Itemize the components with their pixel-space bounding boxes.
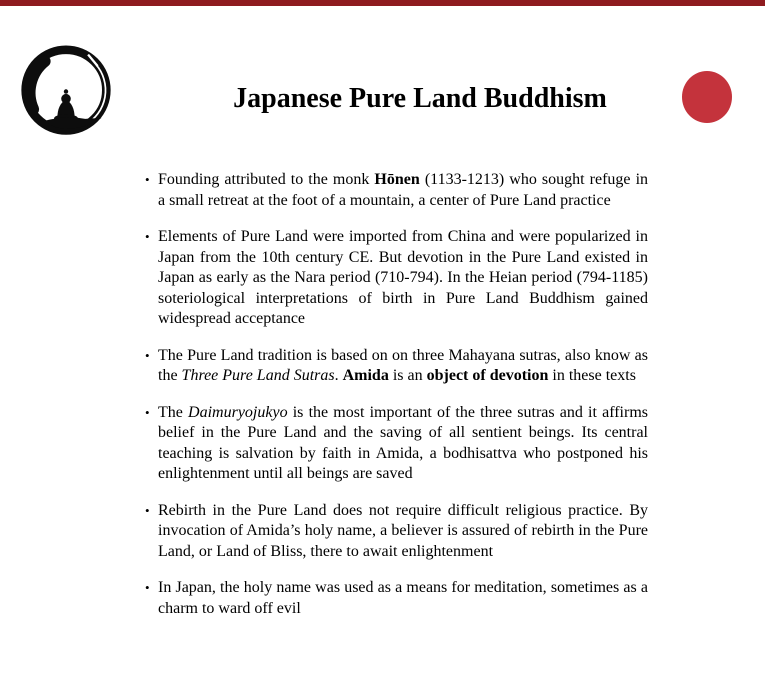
bullet-text-segment: . <box>334 367 343 384</box>
bullet-text-segment: in these texts <box>548 367 636 384</box>
bullet-text-segment: The <box>158 403 189 421</box>
bullet-item <box>145 346 648 387</box>
bullet-text-segment: The Pure Land tradition is based on on three Mahayana sutras, also know as the <box>158 346 648 384</box>
bullet-text-segment: (1133-1213) who sought refuge in a small retreat at the foot of a mountain, a center of Pure Land practice <box>158 171 649 209</box>
bullet-item <box>145 403 648 485</box>
bullet-text-segment: Elements of Pure Land were imported from China and were popularized in Japan from the 10th century CE. But devotion in the Pure Land existed in Japan as early as the Nara period (710-794). In the Heian period (794-1185) soteriological interpretations of birth in Pure Land Buddhism gained widespread acceptance <box>158 228 648 327</box>
bullet-text-segment: object of devotion <box>426 367 549 384</box>
bullet-text-segment: Daimuryojukyo <box>188 403 288 421</box>
bullet-text-segment: is an <box>388 367 427 384</box>
bullet-item <box>145 170 648 211</box>
enso-buddha-logo <box>18 42 114 142</box>
bullet-item <box>145 501 648 563</box>
bullet-text-segment: is the most important of the three sutras and it affirms belief in the Pure Land and the saving of all sentient beings. Its central teaching is salvation by faith in Amida, a bodhisattva who postponed his enlightenment until all beings are saved <box>158 403 649 482</box>
page-title: Japanese Pure Land Buddhism <box>233 83 607 114</box>
bullet-list <box>145 170 648 635</box>
bullet-item <box>145 227 648 330</box>
enso-buddha-icon <box>18 42 114 142</box>
bullet-item <box>145 578 648 619</box>
bullet-text-segment: Rebirth in the Pure Land does not require difficult religious practice. By invocation of Amida’s holy name, a believer is assured of rebirth in the Pure Land, or Land of Bliss, there to await enlightenment <box>158 501 648 560</box>
bullet-text-segment: Hōnen <box>374 171 420 188</box>
accent-circle <box>682 71 732 123</box>
bullet-text-segment: Three Pure Land Sutras <box>181 367 335 384</box>
top-accent-bar <box>0 0 765 6</box>
bullet-text-segment: In Japan, the holy name was used as a means for meditation, sometimes as a charm to ward off evil <box>158 579 648 617</box>
bullet-text-segment: Amida <box>342 367 389 384</box>
bullet-text-segment: Founding attributed to the monk <box>158 171 375 188</box>
